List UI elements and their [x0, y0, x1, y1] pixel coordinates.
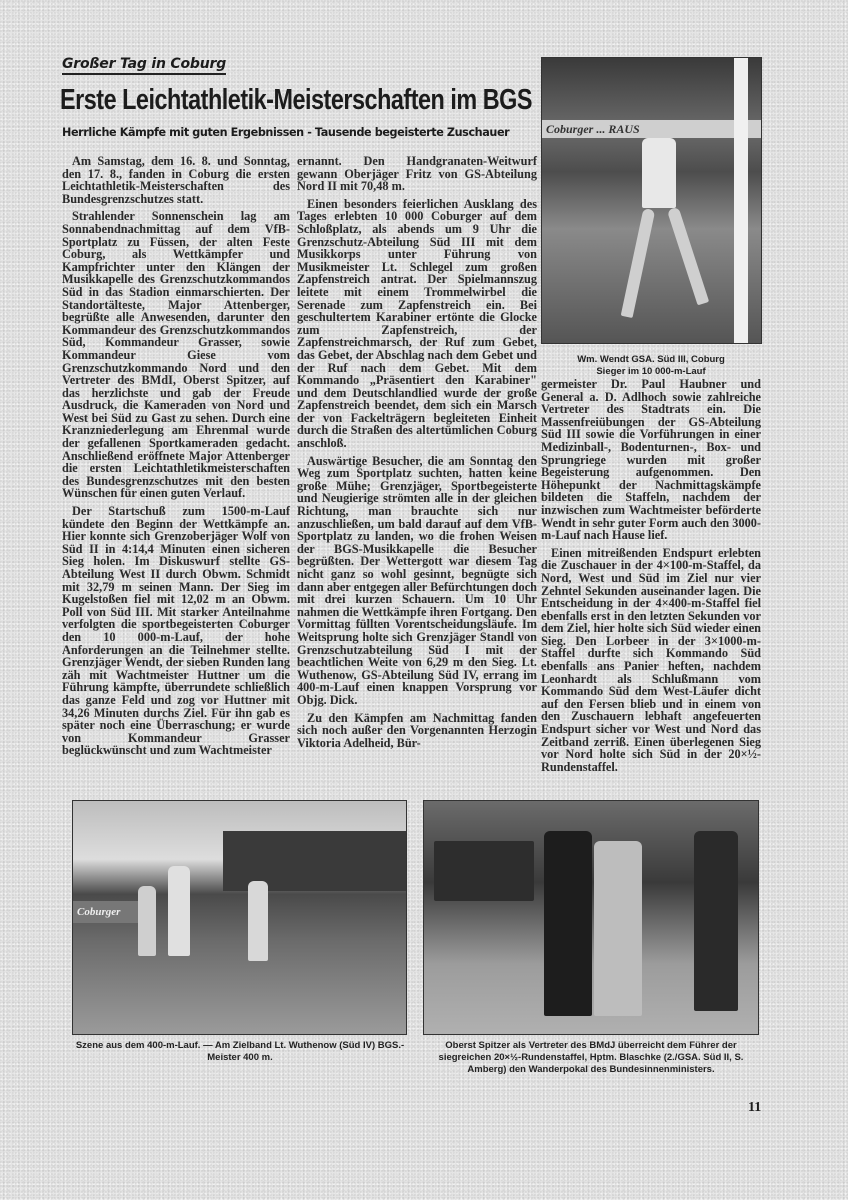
- kicker: Großer Tag in Coburg: [62, 56, 226, 75]
- runner-leg: [621, 208, 656, 318]
- finish-post: [734, 58, 748, 343]
- paragraph: Am Samstag, dem 16. 8. und Sonntag, den 17. 8., fanden in Coburg die ersten Leichtathletik-Meisterschaften des Bundesgrenzschutzes statt.: [62, 154, 290, 206]
- runner-figure: [642, 138, 676, 208]
- page-number: 11: [748, 1100, 762, 1115]
- paragraph: Zu den Kämpfen am Nachmittag fanden sich noch außer den Vorgenannten Herzogin Viktoria Adelheid, Bür-: [297, 710, 537, 750]
- officer-figure: [544, 831, 592, 1016]
- caption-line: Sieger im 10 000-m-Lauf: [596, 366, 706, 377]
- paragraph: germeister Dr. Paul Haubner und General a. D. Adlhoch sowie zahlreiche Vertreter des Stadtrats ein. Die Massenfreiübungen der GS-Abteilung Süd III sowie die Vorführungen in einer Medizinball-, Bodenturnen-, Box- und Sprungriege wurden mit großer Begeisterung aufgenommen. Den Höhepunkt der Nachmittagskämpfe bildeten die Staffeln, nachdem der inzwischen zum Wachtmeister beförderte Wendt in sehr guter Form auch den 3000-m-Lauf nach Hause lief.: [541, 377, 761, 543]
- runner-leg: [667, 207, 709, 306]
- subheadline: Herrliche Kämpfe mit guten Ergebnissen - Tausende begeisterte Zuschauer: [62, 126, 510, 139]
- headline: Erste Leichtathletik-Meisterschaften im BGS: [60, 84, 532, 116]
- officer-figure: [594, 841, 642, 1016]
- runner-figure: [138, 886, 156, 956]
- photo-caption: Szene aus dem 400-m-Lauf. — Am Zielband Lt. Wuthenow (Süd IV) BGS.-Meister 400 m.: [75, 1040, 405, 1063]
- photo-caption: [541, 354, 761, 378]
- official-figure: [694, 831, 738, 1011]
- paragraph: ernannt. Den Handgranaten-Weitwurf gewann Oberjäger Fritz von GS-Abteilung Nord II mit 70,48 m.: [297, 154, 537, 194]
- photo-trophy-presentation: [423, 800, 759, 1035]
- paragraph: Auswärtige Besucher, die am Sonntag den Weg zum Sportplatz suchten, hatten keine große Mühe; Grenzjäger, Sportbegeisterte und Neugierige strömten alle in der gleichen Richtung, man brauchte sich nur anzuschließen, um bald darauf auf dem VfB-Sportplatz zu landen, wo die frohen Weisen der BGS-Musikkapelle die Besucher begrüßten. Der Wettergott war diesem Tag nicht ganz so wohl gesinnt, begnügte sich dann aber entgegen aller Befürchtungen doch mit drei kurzen Schauern. Um 10 Uhr nahmen die Wettkämpfe ihren Fortgang. Den Vormittag füllten Vorentscheidungsläufe. Im Weitsprung holte sich Grenzjäger Standl von Grenzschutzabteilung Süd I mit der beachtlichen Weite von 6,29 m den Sieg. Lt. Wuthenow, GS-Abteilung Süd IV, errang im 400-m-Lauf einen knappen Vorsprung vor Objg. Dick.: [297, 453, 537, 707]
- paragraph: Einen mitreißenden Endspurt erlebten die Zuschauer in der 4×100-m-Staffel, da Nord, West und Süd im Ziel nur vier Zehntel Sekunden auseinander lagen. Die Entscheidung in der 4×400-m-Staffel fiel ebenfalls erst in den letzten Sekunden vor dem Ziel, hier holte sich Süd wieder einen Sieg. Den Lorbeer in der 3×1000-m-Staffel durfte sich Kommando Süd ebenfalls ans Panier heften, nachdem Leonhardt als Schlußmann vom Kommando Süd dem West-Läufer dicht auf den Fersen blieb und in einem von den Zuschauern lebhaft angefeuerten Endspurt sicher vor West und Nord das Zeitband zerriß. Einen überlegenen Sieg vor Nord holte sich Süd in der 20×½-Rundenstaffel.: [541, 545, 761, 774]
- stadium-sign: Coburger ... RAUS: [542, 120, 762, 138]
- crowd: [434, 841, 534, 901]
- paragraph: Strahlender Sonnenschein lag am Sonnabendnachmittag auf dem VfB-Sportplatz zu Füssen, der alten Feste Coburg, als Wettkämpfer und Kampfrichter unter den Klängen der Musikkapelle des Grenzschutzkommandos Süd in das Stadion einmarschierten. Der Standortälteste, Major Attenberger, begrüßte alle Anwesenden, darunter den Kommandeur des Grenzschutzkommandos Süd, Kommandeur Grasser, sowie Kommandeur Giese vom Grenzschutzkommando Nord und den Vertreter des BMdI, Oberst Spitzer, auf das herzlichste und gab der Freude Ausdruck, die Kameraden von Nord und West bei Süd zu Gast zu sehen. Durch eine Kranzniederlegung am Ehrenmal wurde der gefallenen Sportkameraden gedacht. Anschließend eröffnete Major Attenberger die ersten Leichtathletikmeisterschaften des Bundesgrenzschutzes mit den besten Wünschen für einen guten Verlauf.: [62, 209, 290, 501]
- stadium-sign: Coburger: [73, 901, 147, 923]
- paragraph: Der Startschuß zum 1500-m-Lauf kündete den Beginn der Wettkämpfe an. Hier konnte sich Grenzoberjäger Wolf von Süd II in 4:14,4 Minuten einen sicheren Sieg holen. Im Diskuswurf stellte GS-Abteilung West II durch Obwm. Schmidt mit 32,79 m seinen Mann. Der Sieg im Kugelstoßen fiel mit 12,02 m an Obwm. Poll von Süd III. Mit starker Anteilnahme verfolgten die sportbegeisterten Coburger den 10 000-m-Lauf, der hohe Anforderungen an die Teilnehmer stellte. Grenzjäger Wendt, der sieben Runden lang zäh mit Wachtmeister Huttner um die Führung kämpfte, überrundete schließlich das ganze Feld und zog vor Huttner mit 34,26 Minuten durchs Ziel. Für ihn gab es später noch eine Überraschung; er wurde von Kommandeur Grasser beglückwünscht und zum Wachtmeister: [62, 504, 290, 758]
- runner-figure: [248, 881, 268, 961]
- photo-caption: Oberst Spitzer als Vertreter des BMdJ überreicht dem Führer der siegreichen 20×½-Rundenstaffel, Hptm. Blaschke (2./GSA. Süd II, S. Amberg) den Wanderpokal des Bundesinnenministers.: [438, 1040, 744, 1075]
- photo-runner-wendt: [541, 57, 762, 344]
- article-column-3: [541, 378, 761, 778]
- photo-400m-race: [72, 800, 407, 1035]
- article-column-1: [62, 155, 290, 762]
- runner-figure: [168, 866, 190, 956]
- paragraph: Einen besonders feierlichen Ausklang des Tages erlebten 10 000 Coburger auf dem Schloßplatz, als abends um 9 Uhr die Grenzschutz-Abteilung Süd III mit dem Musikkorps unter Führung von Musikmeister Lt. Schlegel zum großen Zapfenstreich antrat. Der Spielmannszug leitete mit einem Trommelwirbel die Serenade zum Zapfenstreich ein. Bei geschultertem Karabiner ertönte die Glocke zum Zapfenstreich, der Zapfenstreichmarsch, der Ruf zum Gebet, das Gebet, der Abschlag nach dem Gebet und der Ruf nach dem Gebet. Mit dem Kommando „Präsentiert den Karabiner" und dem Deutschlandlied wurde der große Zapfenstreich beendet, dem sich ein Marsch der von Fackelträgern begleiteten Einheit durch die Straßen des altertümlichen Coburg anschloß.: [297, 196, 537, 451]
- caption-line: Wm. Wendt GSA. Süd III, Coburg: [577, 354, 725, 365]
- article-column-2: [297, 155, 537, 754]
